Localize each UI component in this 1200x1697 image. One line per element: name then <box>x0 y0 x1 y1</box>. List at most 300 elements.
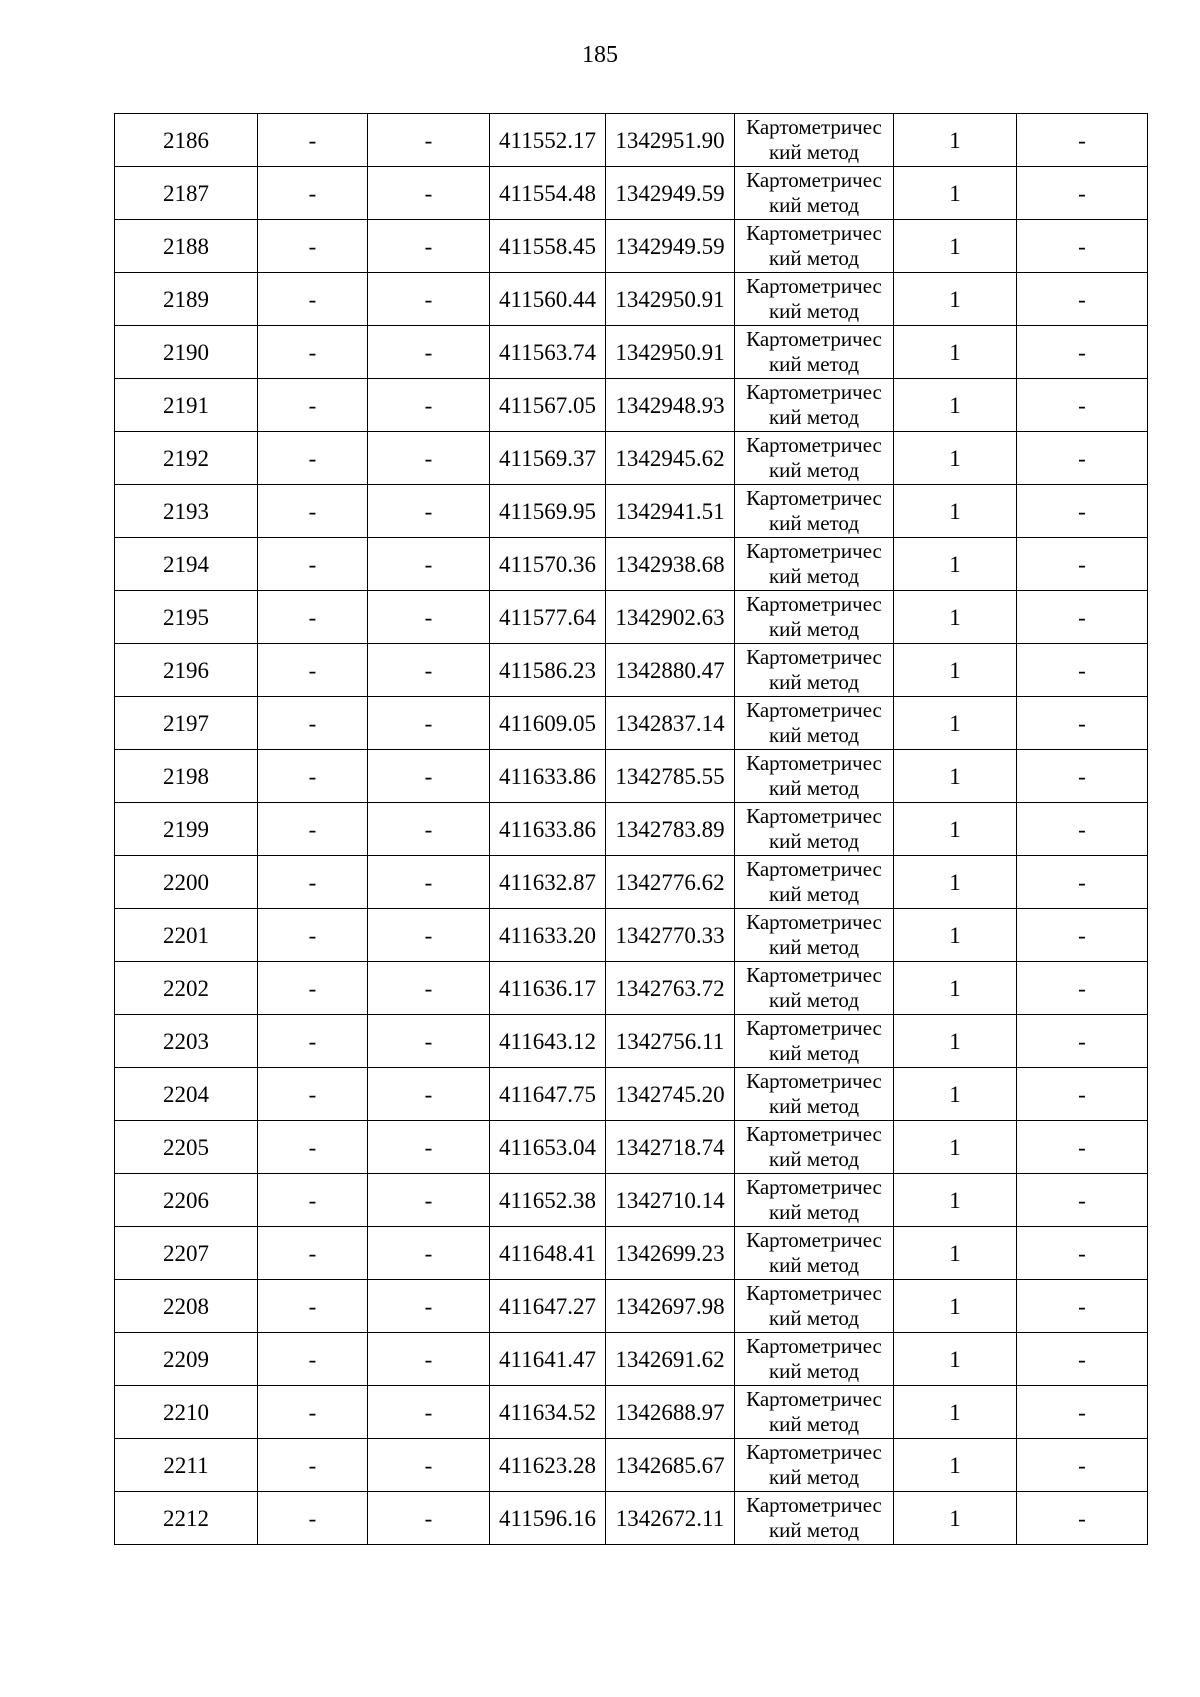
coordinate-x-cell: 411643.12 <box>490 1015 606 1068</box>
accuracy-cell: 1 <box>894 1280 1017 1333</box>
method-cell <box>735 591 894 644</box>
accuracy-cell: 1 <box>894 432 1017 485</box>
method-cell <box>735 326 894 379</box>
method-text-line: кий метод <box>768 670 860 694</box>
coordinate-x-cell: 411563.74 <box>490 326 606 379</box>
method-cell <box>735 803 894 856</box>
method-cell <box>735 697 894 750</box>
coordinate-y-cell: 1342688.97 <box>606 1386 735 1439</box>
accuracy-cell: 1 <box>894 167 1017 220</box>
empty-value-cell: - <box>258 326 368 379</box>
coordinate-x-cell: 411577.64 <box>490 591 606 644</box>
table-body <box>115 114 1148 1545</box>
coordinate-y-cell: 1342685.67 <box>606 1439 735 1492</box>
accuracy-cell: 1 <box>894 909 1017 962</box>
table-row <box>115 803 1148 856</box>
empty-value-cell: - <box>1017 379 1148 432</box>
empty-value-cell: - <box>368 909 490 962</box>
method-text-line: кий метод <box>768 246 860 270</box>
method-text-line: Картометричес <box>746 1281 882 1305</box>
table-row <box>115 485 1148 538</box>
empty-value-cell: - <box>368 220 490 273</box>
empty-value-cell: - <box>368 1068 490 1121</box>
empty-value-cell: - <box>1017 273 1148 326</box>
accuracy-cell: 1 <box>894 114 1017 167</box>
accuracy-cell: 1 <box>894 1492 1017 1545</box>
table-row <box>115 1121 1148 1174</box>
empty-value-cell: - <box>1017 1174 1148 1227</box>
empty-value-cell: - <box>368 962 490 1015</box>
empty-value-cell: - <box>368 167 490 220</box>
method-text-line: кий метод <box>768 723 860 747</box>
empty-value-cell: - <box>368 538 490 591</box>
method-text-line: Картометричес <box>746 539 882 563</box>
method-cell <box>735 644 894 697</box>
coordinate-x-cell: 411586.23 <box>490 644 606 697</box>
coordinate-y-cell: 1342902.63 <box>606 591 735 644</box>
table-row <box>115 220 1148 273</box>
method-text-line: Картометричес <box>746 486 882 510</box>
table-row <box>115 1386 1148 1439</box>
table-row <box>115 962 1148 1015</box>
empty-value-cell: - <box>368 1174 490 1227</box>
coordinate-x-cell: 411633.86 <box>490 750 606 803</box>
method-text-line: Картометричес <box>746 115 882 139</box>
empty-value-cell: - <box>258 485 368 538</box>
empty-value-cell: - <box>368 114 490 167</box>
method-text-line: кий метод <box>768 511 860 535</box>
coordinate-y-cell: 1342938.68 <box>606 538 735 591</box>
empty-value-cell: - <box>368 273 490 326</box>
accuracy-cell: 1 <box>894 326 1017 379</box>
coordinate-y-cell: 1342770.33 <box>606 909 735 962</box>
empty-value-cell: - <box>1017 591 1148 644</box>
coordinate-x-cell: 411633.20 <box>490 909 606 962</box>
empty-value-cell: - <box>1017 1386 1148 1439</box>
method-text-line: Картометричес <box>746 963 882 987</box>
empty-value-cell: - <box>368 644 490 697</box>
coordinate-y-cell: 1342880.47 <box>606 644 735 697</box>
accuracy-cell: 1 <box>894 1174 1017 1227</box>
accuracy-cell: 1 <box>894 1439 1017 1492</box>
coordinate-x-cell: 411647.75 <box>490 1068 606 1121</box>
table-row <box>115 167 1148 220</box>
empty-value-cell: - <box>258 803 368 856</box>
empty-value-cell: - <box>368 1492 490 1545</box>
point-number-cell: 2193 <box>115 485 258 538</box>
method-text-line: кий метод <box>768 1359 860 1383</box>
empty-value-cell: - <box>258 591 368 644</box>
method-text-line: Картометричес <box>746 274 882 298</box>
empty-value-cell: - <box>1017 856 1148 909</box>
coordinate-y-cell: 1342945.62 <box>606 432 735 485</box>
point-number-cell: 2208 <box>115 1280 258 1333</box>
method-text-line: кий метод <box>768 988 860 1012</box>
accuracy-cell: 1 <box>894 485 1017 538</box>
method-text-line: Картометричес <box>746 804 882 828</box>
table-row <box>115 1280 1148 1333</box>
point-number-cell: 2209 <box>115 1333 258 1386</box>
method-text-line: кий метод <box>768 617 860 641</box>
table-row <box>115 432 1148 485</box>
table-row <box>115 644 1148 697</box>
method-text-line: кий метод <box>768 352 860 376</box>
empty-value-cell: - <box>1017 1015 1148 1068</box>
coordinate-y-cell: 1342950.91 <box>606 273 735 326</box>
table-row <box>115 1068 1148 1121</box>
method-text-line: Картометричес <box>746 1387 882 1411</box>
coordinate-y-cell: 1342776.62 <box>606 856 735 909</box>
table-row <box>115 1015 1148 1068</box>
empty-value-cell: - <box>368 697 490 750</box>
method-cell <box>735 1439 894 1492</box>
point-number-cell: 2211 <box>115 1439 258 1492</box>
coordinate-y-cell: 1342951.90 <box>606 114 735 167</box>
accuracy-cell: 1 <box>894 750 1017 803</box>
empty-value-cell: - <box>258 1492 368 1545</box>
table-row <box>115 909 1148 962</box>
method-cell <box>735 962 894 1015</box>
accuracy-cell: 1 <box>894 1333 1017 1386</box>
coordinate-y-cell: 1342672.11 <box>606 1492 735 1545</box>
method-text-line: Картометричес <box>746 380 882 404</box>
coordinate-y-cell: 1342718.74 <box>606 1121 735 1174</box>
coordinate-x-cell: 411552.17 <box>490 114 606 167</box>
table-row <box>115 1439 1148 1492</box>
empty-value-cell: - <box>258 114 368 167</box>
method-text-line: Картометричес <box>746 221 882 245</box>
point-number-cell: 2194 <box>115 538 258 591</box>
point-number-cell: 2190 <box>115 326 258 379</box>
method-text-line: Картометричес <box>746 1440 882 1464</box>
method-text-line: кий метод <box>768 1094 860 1118</box>
empty-value-cell: - <box>258 432 368 485</box>
table-row <box>115 1174 1148 1227</box>
method-cell <box>735 1386 894 1439</box>
method-text-line: Картометричес <box>746 1122 882 1146</box>
method-text-line: кий метод <box>768 458 860 482</box>
empty-value-cell: - <box>1017 167 1148 220</box>
empty-value-cell: - <box>368 591 490 644</box>
method-cell <box>735 750 894 803</box>
method-text-line: кий метод <box>768 882 860 906</box>
empty-value-cell: - <box>368 750 490 803</box>
method-cell <box>735 538 894 591</box>
accuracy-cell: 1 <box>894 962 1017 1015</box>
empty-value-cell: - <box>368 1015 490 1068</box>
method-text-line: кий метод <box>768 1147 860 1171</box>
method-cell <box>735 1227 894 1280</box>
method-text-line: кий метод <box>768 140 860 164</box>
empty-value-cell: - <box>258 273 368 326</box>
coordinate-x-cell: 411569.95 <box>490 485 606 538</box>
coordinate-x-cell: 411569.37 <box>490 432 606 485</box>
method-text-line: кий метод <box>768 1518 860 1542</box>
empty-value-cell: - <box>258 220 368 273</box>
method-text-line: кий метод <box>768 1306 860 1330</box>
coordinate-y-cell: 1342745.20 <box>606 1068 735 1121</box>
method-text-line: Картометричес <box>746 645 882 669</box>
coordinate-x-cell: 411634.52 <box>490 1386 606 1439</box>
method-text-line: кий метод <box>768 935 860 959</box>
method-text-line: Картометричес <box>746 168 882 192</box>
coordinate-x-cell: 411558.45 <box>490 220 606 273</box>
empty-value-cell: - <box>1017 220 1148 273</box>
empty-value-cell: - <box>258 167 368 220</box>
point-number-cell: 2186 <box>115 114 258 167</box>
table-row <box>115 697 1148 750</box>
method-text-line: Картометричес <box>746 1334 882 1358</box>
accuracy-cell: 1 <box>894 538 1017 591</box>
accuracy-cell: 1 <box>894 1227 1017 1280</box>
coordinate-y-cell: 1342950.91 <box>606 326 735 379</box>
empty-value-cell: - <box>368 1439 490 1492</box>
empty-value-cell: - <box>258 909 368 962</box>
empty-value-cell: - <box>258 1068 368 1121</box>
point-number-cell: 2198 <box>115 750 258 803</box>
method-text-line: Картометричес <box>746 857 882 881</box>
method-text-line: Картометричес <box>746 910 882 934</box>
accuracy-cell: 1 <box>894 1068 1017 1121</box>
point-number-cell: 2187 <box>115 167 258 220</box>
point-number-cell: 2192 <box>115 432 258 485</box>
coordinate-x-cell: 411633.86 <box>490 803 606 856</box>
point-number-cell: 2201 <box>115 909 258 962</box>
method-cell <box>735 432 894 485</box>
accuracy-cell: 1 <box>894 220 1017 273</box>
coordinate-y-cell: 1342710.14 <box>606 1174 735 1227</box>
empty-value-cell: - <box>258 1333 368 1386</box>
table-row <box>115 273 1148 326</box>
accuracy-cell: 1 <box>894 1015 1017 1068</box>
empty-value-cell: - <box>1017 1068 1148 1121</box>
method-cell <box>735 1492 894 1545</box>
point-number-cell: 2210 <box>115 1386 258 1439</box>
empty-value-cell: - <box>368 1227 490 1280</box>
method-cell <box>735 1333 894 1386</box>
method-text-line: кий метод <box>768 299 860 323</box>
empty-value-cell: - <box>1017 1333 1148 1386</box>
table-row <box>115 114 1148 167</box>
method-cell <box>735 167 894 220</box>
empty-value-cell: - <box>258 644 368 697</box>
table-row <box>115 856 1148 909</box>
point-number-cell: 2206 <box>115 1174 258 1227</box>
method-cell <box>735 1015 894 1068</box>
page-number: 185 <box>582 42 618 68</box>
method-cell <box>735 856 894 909</box>
method-cell <box>735 909 894 962</box>
method-text-line: Картометричес <box>746 592 882 616</box>
accuracy-cell: 1 <box>894 379 1017 432</box>
empty-value-cell: - <box>1017 962 1148 1015</box>
coordinates-table <box>114 113 1148 1545</box>
method-text-line: кий метод <box>768 1465 860 1489</box>
method-cell <box>735 220 894 273</box>
empty-value-cell: - <box>258 379 368 432</box>
method-text-line: кий метод <box>768 1253 860 1277</box>
empty-value-cell: - <box>368 485 490 538</box>
point-number-cell: 2188 <box>115 220 258 273</box>
method-text-line: Картометричес <box>746 1069 882 1093</box>
accuracy-cell: 1 <box>894 697 1017 750</box>
table-row <box>115 538 1148 591</box>
empty-value-cell: - <box>368 803 490 856</box>
coordinate-x-cell: 411567.05 <box>490 379 606 432</box>
coordinate-y-cell: 1342837.14 <box>606 697 735 750</box>
method-text-line: кий метод <box>768 564 860 588</box>
coordinate-y-cell: 1342948.93 <box>606 379 735 432</box>
empty-value-cell: - <box>1017 750 1148 803</box>
point-number-cell: 2204 <box>115 1068 258 1121</box>
coordinate-y-cell: 1342697.98 <box>606 1280 735 1333</box>
accuracy-cell: 1 <box>894 273 1017 326</box>
empty-value-cell: - <box>258 1015 368 1068</box>
accuracy-cell: 1 <box>894 644 1017 697</box>
table-row <box>115 1492 1148 1545</box>
empty-value-cell: - <box>258 1121 368 1174</box>
method-text-line: Картометричес <box>746 1228 882 1252</box>
point-number-cell: 2205 <box>115 1121 258 1174</box>
method-text-line: кий метод <box>768 1200 860 1224</box>
table-row <box>115 591 1148 644</box>
method-text-line: Картометричес <box>746 1493 882 1517</box>
method-text-line: Картометричес <box>746 327 882 351</box>
point-number-cell: 2195 <box>115 591 258 644</box>
point-number-cell: 2189 <box>115 273 258 326</box>
empty-value-cell: - <box>368 1333 490 1386</box>
point-number-cell: 2197 <box>115 697 258 750</box>
empty-value-cell: - <box>1017 1439 1148 1492</box>
method-cell <box>735 1280 894 1333</box>
empty-value-cell: - <box>1017 432 1148 485</box>
coordinate-y-cell: 1342691.62 <box>606 1333 735 1386</box>
empty-value-cell: - <box>368 1280 490 1333</box>
coordinate-x-cell: 411647.27 <box>490 1280 606 1333</box>
point-number-cell: 2203 <box>115 1015 258 1068</box>
method-cell <box>735 379 894 432</box>
empty-value-cell: - <box>1017 644 1148 697</box>
method-cell <box>735 1121 894 1174</box>
method-text-line: кий метод <box>768 405 860 429</box>
method-cell <box>735 1068 894 1121</box>
method-cell <box>735 273 894 326</box>
empty-value-cell: - <box>368 856 490 909</box>
empty-value-cell: - <box>368 432 490 485</box>
empty-value-cell: - <box>258 1386 368 1439</box>
coordinate-x-cell: 411596.16 <box>490 1492 606 1545</box>
empty-value-cell: - <box>258 1439 368 1492</box>
point-number-cell: 2196 <box>115 644 258 697</box>
coordinate-x-cell: 411554.48 <box>490 167 606 220</box>
empty-value-cell: - <box>258 750 368 803</box>
coordinate-x-cell: 411648.41 <box>490 1227 606 1280</box>
empty-value-cell: - <box>258 538 368 591</box>
point-number-cell: 2191 <box>115 379 258 432</box>
empty-value-cell: - <box>1017 1121 1148 1174</box>
method-cell <box>735 485 894 538</box>
table-row <box>115 379 1148 432</box>
coordinate-y-cell: 1342756.11 <box>606 1015 735 1068</box>
method-text-line: Картометричес <box>746 751 882 775</box>
method-text-line: кий метод <box>768 193 860 217</box>
accuracy-cell: 1 <box>894 1121 1017 1174</box>
coordinate-x-cell: 411641.47 <box>490 1333 606 1386</box>
empty-value-cell: - <box>258 697 368 750</box>
coordinate-y-cell: 1342699.23 <box>606 1227 735 1280</box>
accuracy-cell: 1 <box>894 856 1017 909</box>
coordinate-y-cell: 1342785.55 <box>606 750 735 803</box>
point-number-cell: 2200 <box>115 856 258 909</box>
empty-value-cell: - <box>1017 803 1148 856</box>
coordinate-y-cell: 1342763.72 <box>606 962 735 1015</box>
point-number-cell: 2202 <box>115 962 258 1015</box>
empty-value-cell: - <box>1017 697 1148 750</box>
empty-value-cell: - <box>368 379 490 432</box>
empty-value-cell: - <box>1017 909 1148 962</box>
method-text-line: Картометричес <box>746 1175 882 1199</box>
empty-value-cell: - <box>258 1174 368 1227</box>
method-text-line: Картометричес <box>746 433 882 457</box>
method-cell <box>735 114 894 167</box>
empty-value-cell: - <box>1017 538 1148 591</box>
coordinate-x-cell: 411609.05 <box>490 697 606 750</box>
point-number-cell: 2212 <box>115 1492 258 1545</box>
coordinate-x-cell: 411623.28 <box>490 1439 606 1492</box>
table-row <box>115 1333 1148 1386</box>
accuracy-cell: 1 <box>894 1386 1017 1439</box>
empty-value-cell: - <box>1017 114 1148 167</box>
empty-value-cell: - <box>368 1121 490 1174</box>
method-text-line: кий метод <box>768 1412 860 1436</box>
empty-value-cell: - <box>258 1227 368 1280</box>
coordinate-x-cell: 411560.44 <box>490 273 606 326</box>
empty-value-cell: - <box>258 962 368 1015</box>
coordinate-y-cell: 1342949.59 <box>606 220 735 273</box>
method-text-line: Картометричес <box>746 1016 882 1040</box>
empty-value-cell: - <box>1017 326 1148 379</box>
empty-value-cell: - <box>258 1280 368 1333</box>
method-text-line: кий метод <box>768 776 860 800</box>
coordinate-x-cell: 411652.38 <box>490 1174 606 1227</box>
coordinate-y-cell: 1342783.89 <box>606 803 735 856</box>
coordinate-x-cell: 411570.36 <box>490 538 606 591</box>
empty-value-cell: - <box>1017 1227 1148 1280</box>
coordinate-y-cell: 1342949.59 <box>606 167 735 220</box>
method-text-line: кий метод <box>768 829 860 853</box>
coordinate-x-cell: 411636.17 <box>490 962 606 1015</box>
table-row <box>115 1227 1148 1280</box>
accuracy-cell: 1 <box>894 803 1017 856</box>
point-number-cell: 2199 <box>115 803 258 856</box>
accuracy-cell: 1 <box>894 591 1017 644</box>
empty-value-cell: - <box>368 326 490 379</box>
empty-value-cell: - <box>258 856 368 909</box>
method-text-line: Картометричес <box>746 698 882 722</box>
method-text-line: кий метод <box>768 1041 860 1065</box>
empty-value-cell: - <box>368 1386 490 1439</box>
empty-value-cell: - <box>1017 1492 1148 1545</box>
table-row <box>115 750 1148 803</box>
empty-value-cell: - <box>1017 485 1148 538</box>
table-row <box>115 326 1148 379</box>
method-cell <box>735 1174 894 1227</box>
empty-value-cell: - <box>1017 1280 1148 1333</box>
coordinate-x-cell: 411632.87 <box>490 856 606 909</box>
coordinate-x-cell: 411653.04 <box>490 1121 606 1174</box>
coordinate-y-cell: 1342941.51 <box>606 485 735 538</box>
point-number-cell: 2207 <box>115 1227 258 1280</box>
